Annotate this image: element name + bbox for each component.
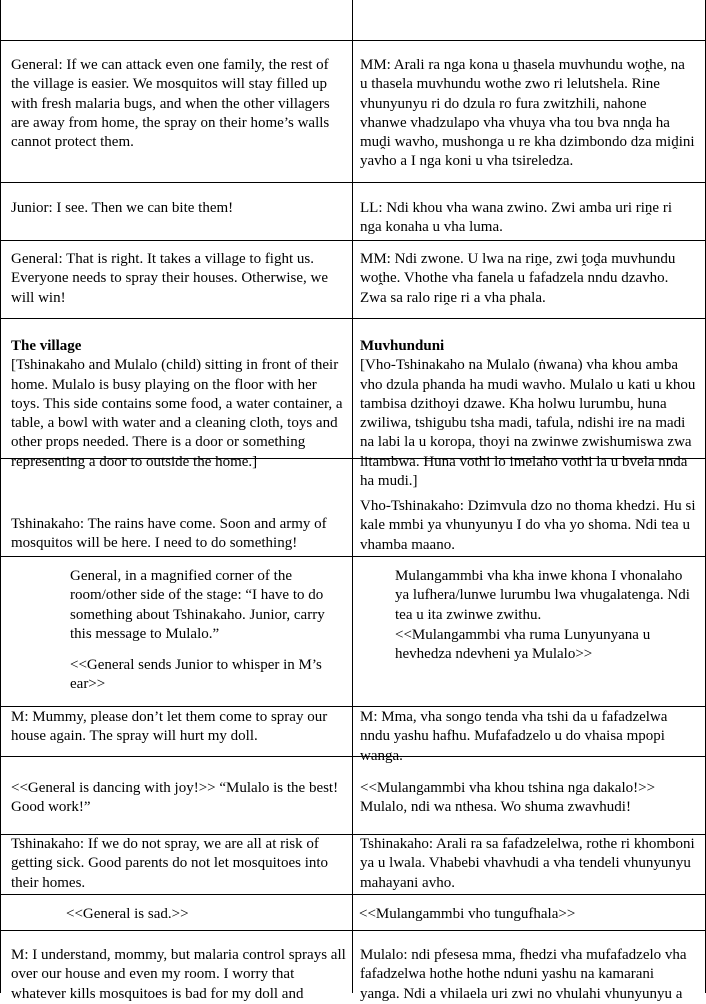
right-village-section (360, 337, 696, 491)
right-mulangammbi-sad: <<Mulangammbi vho tungufhala>> (359, 906, 576, 922)
row-divider (0, 930, 706, 931)
row-divider (0, 40, 706, 41)
right-ll-line-1: LL: Ndi khou vha wana zwino. Zwi amba uri riṋe ri nga konaha u vha luma. (360, 200, 672, 236)
row-divider (0, 706, 706, 707)
left-general-sad: <<General is sad.>> (66, 906, 189, 922)
right-mulangammbi-sends: <<Mulangammbi vha ruma Lunyunyana u hevhedza ndevheni ya Mulalo>> (395, 627, 651, 663)
left-village-heading: The village (11, 338, 82, 354)
left-tshinakaho-line-2: Tshinakaho: If we do not spray, we are all at risk of getting sick. Good parents do not let mosquitoes into their homes. (11, 836, 329, 891)
left-general-corner: General, in a magnified corner of the room/other side of the stage: “I have to do something about Tshinakaho. Junior, carry this message to Mulalo.” (70, 568, 325, 642)
right-mulangammbi-dance: <<Mulangammbi vha khou tshina nga dakalo!>> Mulalo, ndi wa nthesa. Wo shuma zwavhudi! (360, 780, 656, 816)
right-tshinakaho-line-2: Tshinakaho: Arali ra sa fafadzelelwa, rothe ri khomboni ya u lwala. Vhabebi vhavhudi a vha tendeli vhunyunyu mahayani avho. (360, 836, 695, 891)
right-mm-line-1: MM: Arali ra nga kona u ṱhasela muvhundu woṱhe, na u thasela muvhundu wothe zwo ri lelutshela. Rine vhunyunyu ri do dzula ro fura zwitzhili, nahone vhanwe vhadzulapo vha vhuya vha tou bva nnḓa ha muḓi wavho, mushonga u re kha dzimbondo dza miḓini yavho a I nga koni u vha tsireledza. (360, 57, 695, 170)
row-divider (0, 894, 706, 895)
right-mm-line-2: MM: Ndi zwone. U lwa na riṋe, zwi ṱoḓa muvhundu woṱhe. Vhothe vha fanela u fafadzela nndu dzavho. Zwa sa ralo riṋe ri a vha phala. (360, 251, 676, 306)
right-village-heading: Muvhunduni (360, 338, 445, 354)
row-divider (0, 182, 706, 183)
row-divider (0, 318, 706, 319)
right-m-line-1: M: Mma, vha songo tenda vha tshi da u fafadzelwa nndu yashu hafhu. Mufafadzelo u do vhaisa mpopi wanga. (360, 709, 668, 764)
left-general-line-1: General: If we can attack even one family, the rest of the village is easier. We mosquitos will stay filled up with fresh malaria bugs, and when the other villagers are away from home, the spray on their home’s walls cannot protect them. (11, 57, 330, 151)
left-village-description: [Tshinakaho and Mulalo (child) sitting in front of their home. Mulalo is busy playing on the floor with her toys. This side contains some food, a water container, a table, a bowl with water and a cleaning cloth, toys and other props needed. There is a door or something representing a door to outside the home.] (11, 357, 343, 470)
right-village-description: [Vho-Tshinakaho na Mulalo (ṅwana) vha khou amba vho dzula phanda ha mudi wavho. Mulalo u kati u khou tambisa dzithoyi dzawe. Kha holwu lurumbu, huna zwiliwa, tshigubu tsha madi, tafula, ndishi ire na madi na labi la u koropa, thoyi na zwinwe zwishumiswa zwa litambwa. Huna vothi lo imelaho vothi la u bvela nnda ha mudi.] (360, 357, 696, 490)
left-general-dance: <<General is dancing with joy!>> “Mulalo is the best! Good work!” (11, 780, 339, 816)
left-tshinakaho-line-1: Tshinakaho: The rains have come. Soon and army of mosquitos will be here. I need to do something! (11, 516, 327, 552)
left-general-line-2: General: That is right. It takes a village to fight us. Everyone needs to spray their houses. Otherwise, we will win! (11, 251, 328, 306)
left-junior-line-1: Junior: I see. Then we can bite them! (11, 200, 234, 216)
table-border-left (0, 0, 1, 993)
row-divider (0, 240, 706, 241)
left-general-sends: <<General sends Junior to whisper in M’s ear>> (70, 657, 322, 693)
left-village-section (11, 337, 349, 472)
right-tshinakaho-line-1: Vho-Tshinakaho: Dzimvula dzo no thoma khedzi. Hu si kale mmbi ya vhunyunyu I do vha yo shoma. Ndi tea u vhamba maano. (360, 498, 696, 553)
left-m-line-2: M: I understand, mommy, but malaria control sprays all over our house and even my room. I worry that whatever kills mosquitoes is bad for my doll and (11, 947, 346, 1002)
row-divider (0, 556, 706, 557)
table-column-divider (352, 0, 353, 993)
right-mulalo-line-2: Mulalo: ndi pfesesa mma, fhedzi vha mufafadzelo vha fafadzelwa hothe hothe nduni yashu na kamarani yanga. Ndi a vhilaela uri zwi no vhulahi vhunyunyu a (360, 947, 687, 1002)
right-mulangammbi-line-1: Mulangammbi vha kha inwe khona I vhonalaho ya lufhera/lunwe lurumbu lwa vhugalatenga. Ndi tea u ita zwinwe zwithu. (395, 568, 690, 623)
left-m-line-1: M: Mummy, please don’t let them come to spray our house again. The spray will hurt my doll. (11, 709, 328, 745)
